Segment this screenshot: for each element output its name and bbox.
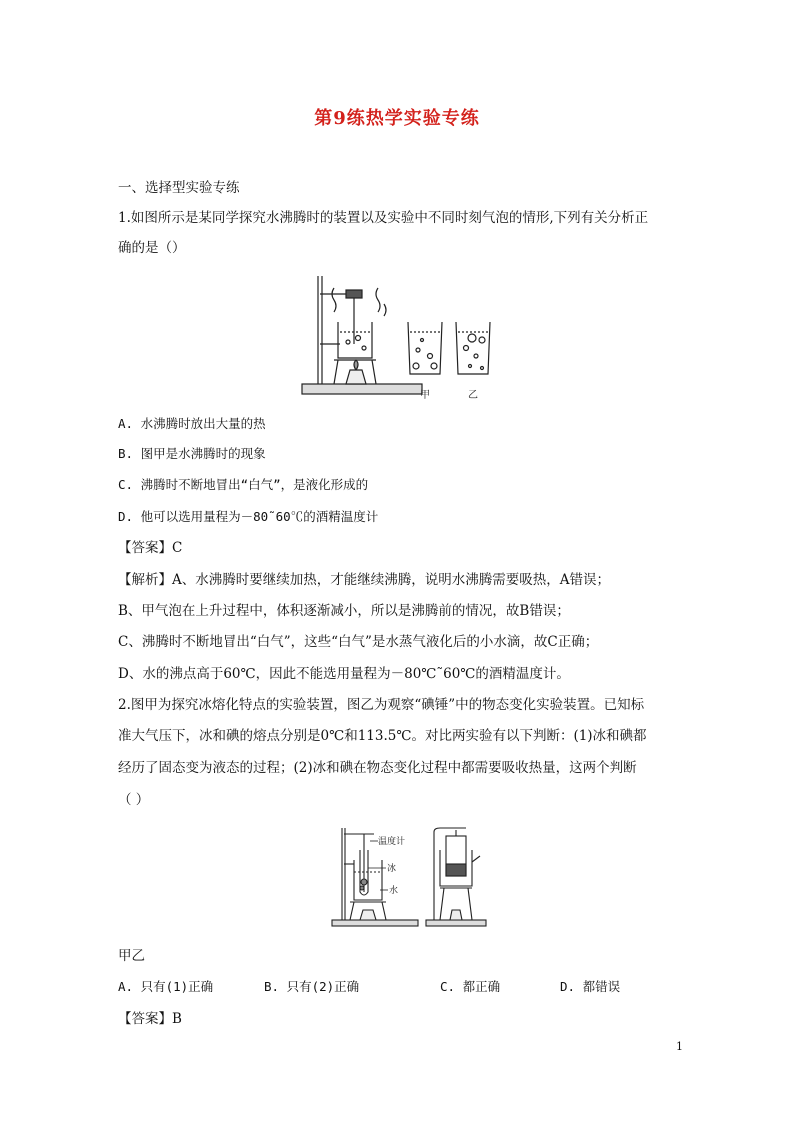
q1-option-b: B. 图甲是水沸腾时的现象 [118, 446, 266, 461]
q2-stem-line2: 准大气压下，冰和碘的熔点分别是0℃和113.5℃。对比两实验有以下判断：(1)冰和碘都 [118, 728, 647, 744]
q2-stem-line4: （ ） [118, 792, 150, 808]
q1-analysis-line4: D、水的沸点高于60℃，因此不能选用量程为－80℃˜60℃的酒精温度计。 [118, 666, 570, 682]
q2-option-b: B. 只有(2)正确 [264, 979, 360, 994]
q2-option-c: C. 都正确 [440, 979, 501, 994]
q2-fig-label-water: 水 [389, 886, 399, 896]
q1-answer: 【答案】C [118, 540, 183, 556]
q1-analysis-line2: B、甲气泡在上升过程中，体积逐渐减小，所以是沸腾前的情况，故B错误； [118, 603, 570, 619]
q1-stem-line1: 1.如图所示是某同学探究水沸腾时的装置以及实验中不同时刻气泡的情形,下列有关分析正 [118, 210, 649, 226]
q1-fig-label-jia: 甲 [420, 390, 430, 401]
q2-option-a: A. 只有(1)正确 [118, 979, 214, 994]
q2-figure [330, 826, 490, 930]
q1-stem-line2: 确的是（） [118, 240, 186, 256]
q1-analysis-line3: C、沸腾时不断地冒出“白气”，这些“白气”是水蒸气液化后的小水滴，故C正确； [118, 634, 599, 650]
q1-option-a: A. 水沸腾时放出大量的热 [118, 416, 266, 431]
q2-fig-label-ice: 冰 [387, 864, 397, 874]
section-heading: 一、选择型实验专练 [118, 180, 240, 196]
q2-stem-line1: 2.图甲为探究冰熔化特点的实验装置，图乙为观察“碘锤”中的物态变化实验装置。已知标 [118, 697, 645, 713]
q2-stem-line3: 经历了固态变为液态的过程；(2)冰和碘在物态变化过程中都需要吸收热量，这两个判断 [118, 760, 637, 776]
page-number: 1 [676, 1040, 683, 1053]
q1-figure [300, 272, 510, 404]
q2-figure-caption: 甲乙 [118, 948, 145, 964]
q2-option-d: D. 都错误 [560, 979, 621, 994]
q1-option-c: C. 沸腾时不断地冒出“白气”，是液化形成的 [118, 477, 369, 492]
q2-fig-label-thermometer: 温度计 [378, 837, 406, 847]
q1-option-d: D. 他可以选用量程为－80˜60℃的酒精温度计 [118, 509, 379, 524]
q1-analysis-line1: 【解析】A、水沸腾时要继续加热，才能继续沸腾，说明水沸腾需要吸热，A错误； [118, 572, 610, 588]
q2-answer: 【答案】B [118, 1011, 182, 1027]
q1-fig-label-yi: 乙 [468, 390, 478, 401]
page-title: 第9练热学实验专练 [314, 108, 480, 129]
